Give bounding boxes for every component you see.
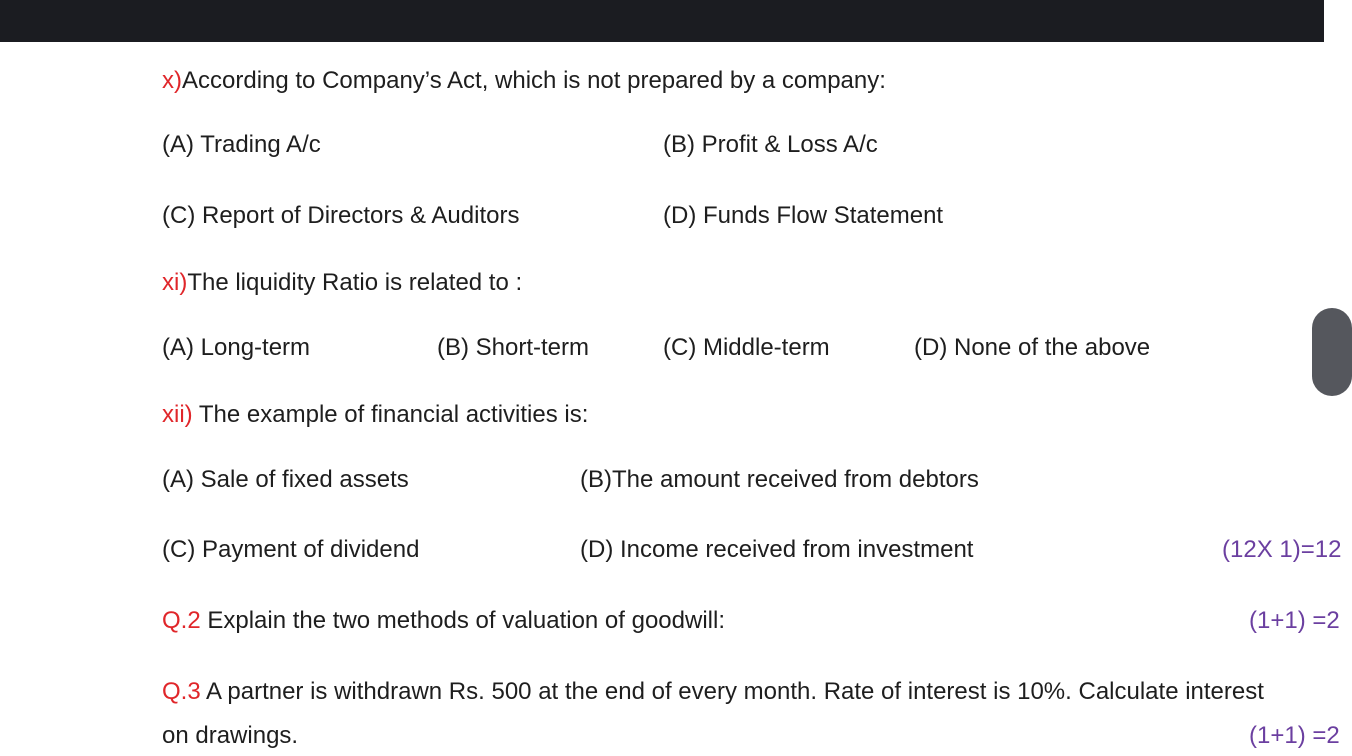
question-text: xi)The liquidity Ratio is related to : (162, 269, 523, 296)
question-number: x) (162, 67, 182, 94)
question-text: Q.3 A partner is withdrawn Rs. 500 at the end of every month. Rate of interest is 10%. Calculate interest (162, 678, 1264, 705)
question-number: xi) (162, 269, 188, 296)
marks-label: (1+1) =2 (1249, 722, 1340, 749)
option-c: (C) Report of Directors & Auditors (162, 202, 520, 229)
option-c: (C) Middle-term (663, 334, 830, 361)
option-a: (A) Long-term (162, 334, 311, 361)
option-d: (D) Funds Flow Statement (663, 202, 944, 229)
scroll-handle[interactable] (1312, 308, 1352, 396)
question-number: xii) (162, 401, 193, 428)
option-a: (A) Sale of fixed assets (162, 466, 409, 493)
option-c: (C) Payment of dividend (162, 536, 420, 563)
top-toolbar-bar (0, 0, 1324, 42)
question-text-continued: on drawings. (162, 722, 299, 749)
marks-label: (1+1) =2 (1249, 607, 1340, 634)
option-d: (D) None of the above (914, 334, 1151, 361)
question-text: x)According to Company’s Act, which is not prepared by a company: (162, 67, 886, 94)
question-number: Q.2 (162, 607, 201, 634)
option-a: (A) Trading A/c (162, 131, 321, 158)
marks-label: (12X 1)=12 (1222, 536, 1342, 563)
question-number: Q.3 (162, 678, 201, 705)
option-b: (B) Short-term (437, 334, 590, 361)
option-b: (B)The amount received from debtors (580, 466, 979, 493)
question-text: Q.2 Explain the two methods of valuation of goodwill: (162, 607, 725, 634)
option-d: (D) Income received from investment (580, 536, 974, 563)
question-text: xii) The example of financial activities is: (162, 401, 589, 428)
option-b: (B) Profit & Loss A/c (663, 131, 878, 158)
